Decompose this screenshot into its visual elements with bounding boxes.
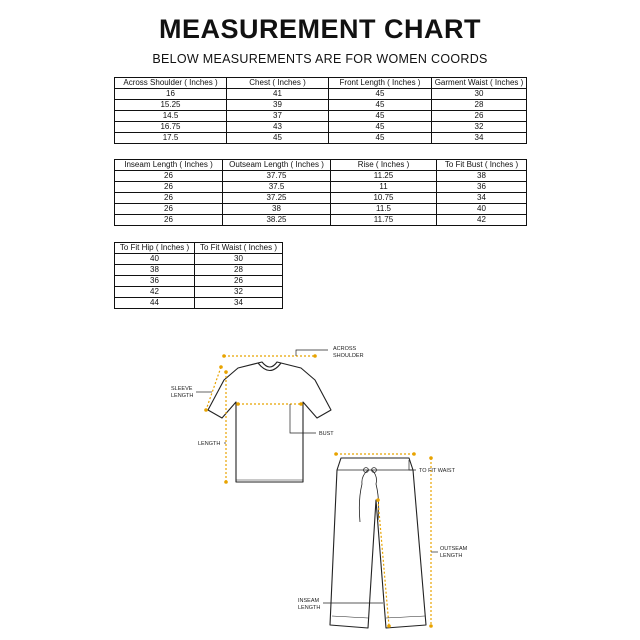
table-cell: 37.5 [223,182,331,193]
table-cell: 11.75 [331,215,437,226]
label-across-shoulder-line1: ACROSS [333,346,357,352]
table-cell: 38.25 [223,215,331,226]
table-cell: 36 [437,182,527,193]
table-cell: 38 [437,171,527,182]
col-header-to-fit-waist: To Fit Waist ( Inches ) [195,243,283,254]
table-row [115,100,527,111]
table-cell: 28 [432,100,527,111]
table-cell: 16 [115,89,227,100]
table-row [115,182,527,193]
table-cell: 38 [223,204,331,215]
col-header-front-length: Front Length ( Inches ) [329,78,432,89]
table-cell: 30 [195,254,283,265]
table-cell: 41 [227,89,329,100]
table-row [115,122,527,133]
label-outseam-length-line1: OUTSEAM [440,546,468,552]
col-header-outseam-length: Outseam Length ( Inches ) [223,160,331,171]
page-subtitle: BELOW MEASUREMENTS ARE FOR WOMEN COORDS [152,52,488,66]
label-inseam-length-line2: LENGTH [298,605,321,611]
pants-illustration [330,458,426,628]
table-cell: 32 [432,122,527,133]
table-cell: 40 [437,204,527,215]
col-header-to-fit-bust: To Fit Bust ( Inches ) [437,160,527,171]
table-cell: 45 [329,89,432,100]
col-header-chest: Chest ( Inches ) [227,78,329,89]
table-cell: 43 [227,122,329,133]
table-row [115,287,283,298]
measurement-guides [206,356,431,626]
table-cell: 34 [437,193,527,204]
table-header-row [115,243,283,254]
table-cell: 26 [195,276,283,287]
label-sleeve-length-line2: LENGTH [171,393,194,399]
table-cell: 26 [115,193,223,204]
table-row [115,193,527,204]
table-cell: 26 [115,171,223,182]
table-cell: 26 [115,215,223,226]
table-row [115,111,527,122]
table-cell: 14.5 [115,111,227,122]
label-to-fit-waist: TO FIT WAIST [419,468,455,474]
table-cell: 45 [329,111,432,122]
middle-measurement-table [114,159,527,226]
table-cell: 10.75 [331,193,437,204]
table-row [115,171,527,182]
label-inseam-length-line1: INSEAM [298,598,320,604]
col-header-inseam-length: Inseam Length ( Inches ) [115,160,223,171]
label-across-shoulder-line2: SHOULDER [333,353,364,359]
table-cell: 37.25 [223,193,331,204]
table-cell: 28 [195,265,283,276]
table-cell: 45 [329,100,432,111]
table-cell: 40 [115,254,195,265]
garment-diagram [0,335,640,640]
top-measurement-table [114,77,527,144]
table-row [115,254,283,265]
col-header-across-shoulder: Across Shoulder ( Inches ) [115,78,227,89]
guide-end-markers [204,354,433,628]
table-cell: 34 [432,133,527,144]
table-cell: 44 [115,298,195,309]
inseam-guide [378,500,389,626]
table-cell: 38 [115,265,195,276]
leader-lines [196,350,438,603]
label-outseam-length-line2: LENGTH [440,553,463,559]
table-cell: 37 [227,111,329,122]
table-cell: 34 [195,298,283,309]
table-cell: 32 [195,287,283,298]
table-row [115,133,527,144]
table-cell: 26 [115,204,223,215]
table-cell: 11.25 [331,171,437,182]
table-cell: 37.75 [223,171,331,182]
table-cell: 30 [432,89,527,100]
col-header-rise: Rise ( Inches ) [331,160,437,171]
table-row [115,276,283,287]
table-cell: 17.5 [115,133,227,144]
table-row [115,89,527,100]
col-header-garment-waist: Garment Waist ( Inches ) [432,78,527,89]
table-cell: 36 [115,276,195,287]
table-row [115,215,527,226]
table-cell: 26 [432,111,527,122]
table-cell: 11.5 [331,204,437,215]
page-title: MEASUREMENT CHART [159,14,481,44]
label-sleeve-length-line1: SLEEVE [171,386,193,392]
table-row [115,298,283,309]
table-cell: 42 [115,287,195,298]
table-header-row [115,78,527,89]
table-cell: 16.75 [115,122,227,133]
table-cell: 26 [115,182,223,193]
label-length: LENGTH [198,441,221,447]
table-cell: 45 [227,133,329,144]
label-bust: BUST [319,431,334,437]
table-header-row [115,160,527,171]
sleeve-length-guide [206,367,221,410]
table-cell: 15.25 [115,100,227,111]
table-cell: 45 [329,122,432,133]
table-row [115,204,527,215]
table-row [115,265,283,276]
col-header-to-fit-hip: To Fit Hip ( Inches ) [115,243,195,254]
bottom-measurement-table [114,242,283,309]
table-cell: 39 [227,100,329,111]
table-cell: 11 [331,182,437,193]
table-cell: 45 [329,133,432,144]
table-cell: 42 [437,215,527,226]
